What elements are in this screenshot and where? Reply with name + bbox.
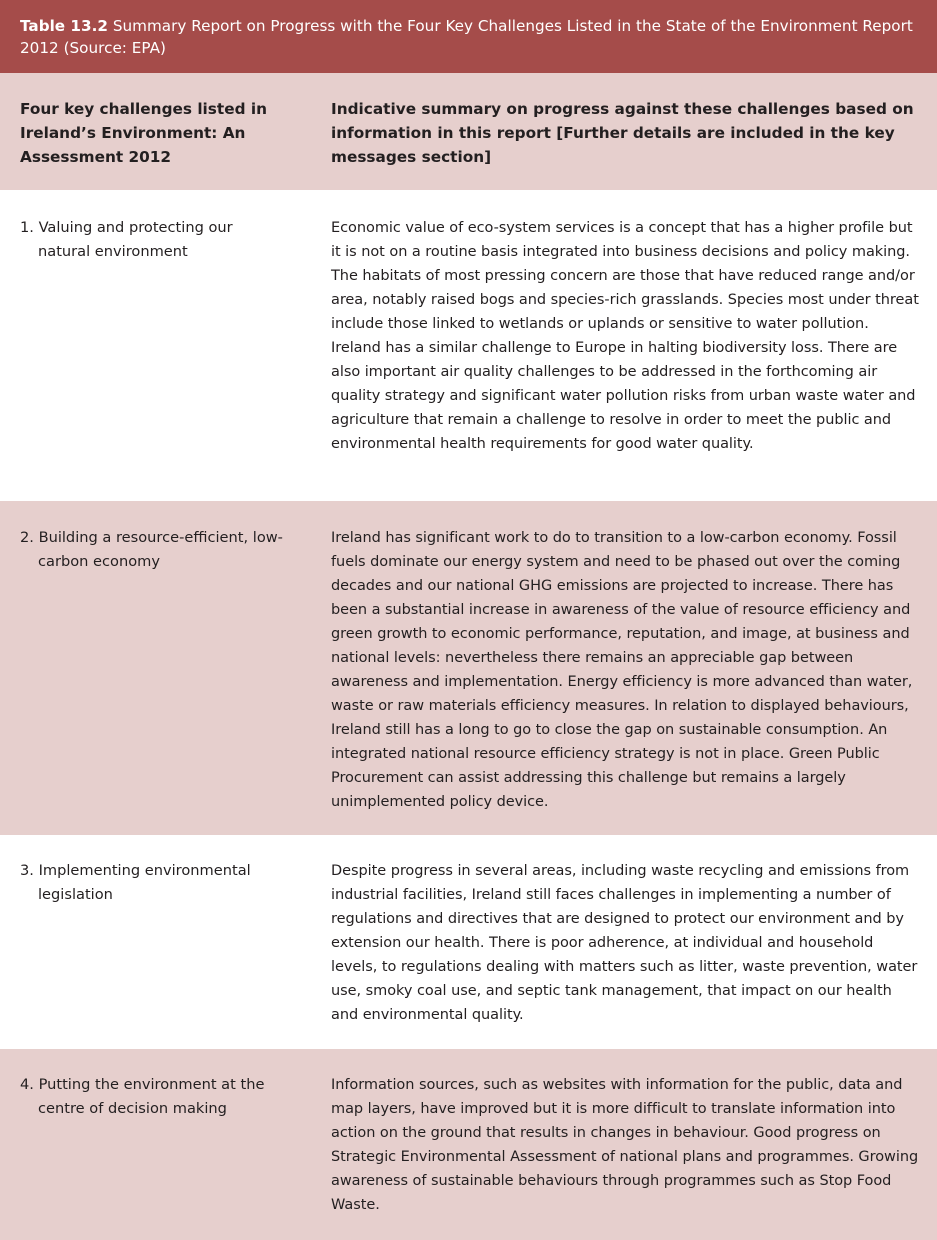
table-row <box>0 190 937 501</box>
table-row <box>0 835 937 1049</box>
table-row <box>0 501 937 835</box>
challenge-cell: 3. Implementing environmental legislation <box>20 862 251 903</box>
table-title: Summary Report on Progress with the Four Key Challenges Listed in the State of the Environment Report 2012 (Source: EPA) <box>20 17 913 57</box>
summary-cell: Information sources, such as websites with information for the public, data and map layers, have improved but it is more difficult to translate information into action on the ground that results in changes in behaviour. Good progress on Strategic Environmental Assessment of national plans and programmes. Growing awareness of sustainable behaviours through programmes such as Stop Food Waste. <box>331 1077 919 1213</box>
table-title-bar <box>0 0 937 73</box>
table-number: Table 13.2 <box>20 17 108 35</box>
challenge-cell: 2. Building a resource-efficient, low-carbon economy <box>20 529 283 570</box>
challenge-cell: 1. Valuing and protecting our natural environment <box>20 219 233 260</box>
table-row <box>0 1049 937 1240</box>
challenge-cell: 4. Putting the environment at the centre of decision making <box>20 1076 265 1117</box>
summary-cell: Ireland has significant work to do to transition to a low-carbon economy. Fossil fuels dominate our energy system and need to be phased out over the coming decades and our national GHG emissions are projected to increase. There has been a substantial increase in awareness of the value of resource efficiency and green growth to economic performance, reputation, and image, at business and national levels: nevertheless there remains an appreciable gap between awareness and implementation. Energy efficiency is more advanced than water, waste or raw materials efficiency measures. In relation to displayed behaviours, Ireland still has a long to go to close the gap on sustainable consumption. An integrated national resource efficiency strategy is not in place. Green Public Procurement can assist addressing this challenge but remains a largely unimplemented policy device. <box>331 530 913 810</box>
summary-cell: Despite progress in several areas, including waste recycling and emissions from industrial facilities, Ireland still faces challenges in implementing a number of regulations and directives that are designed to protect our environment and by extension our health. There is poor adherence, at individual and household levels, to regulations dealing with matters such as litter, waste prevention, water use, smoky coal use, and septic tank management, that impact on our health and environmental quality. <box>331 863 918 1023</box>
table-header-row <box>0 73 937 190</box>
summary-cell: Economic value of eco-system services is a concept that has a higher profile but it is not on a routine basis integrated into business decisions and policy making. The habitats of most pressing concern are those that have reduced range and/or area, notably raised bogs and species-rich grasslands. Species most under threat include those linked to wetlands or uplands or sensitive to water pollution. Ireland has a similar challenge to Europe in halting biodiversity loss. There are also important air quality challenges to be addressed in the forthcoming air quality strategy and significant water pollution risks from urban waste water and agriculture that remain a challenge to resolve in order to meet the public and environmental health requirements for good water quality. <box>331 220 919 452</box>
header-summary: Indicative summary on progress against these challenges based on information in this report [Further details are included in the key messages section] <box>331 100 914 166</box>
header-challenge: Four key challenges listed in Ireland’s Environment: An Assessment 2012 <box>20 100 268 166</box>
